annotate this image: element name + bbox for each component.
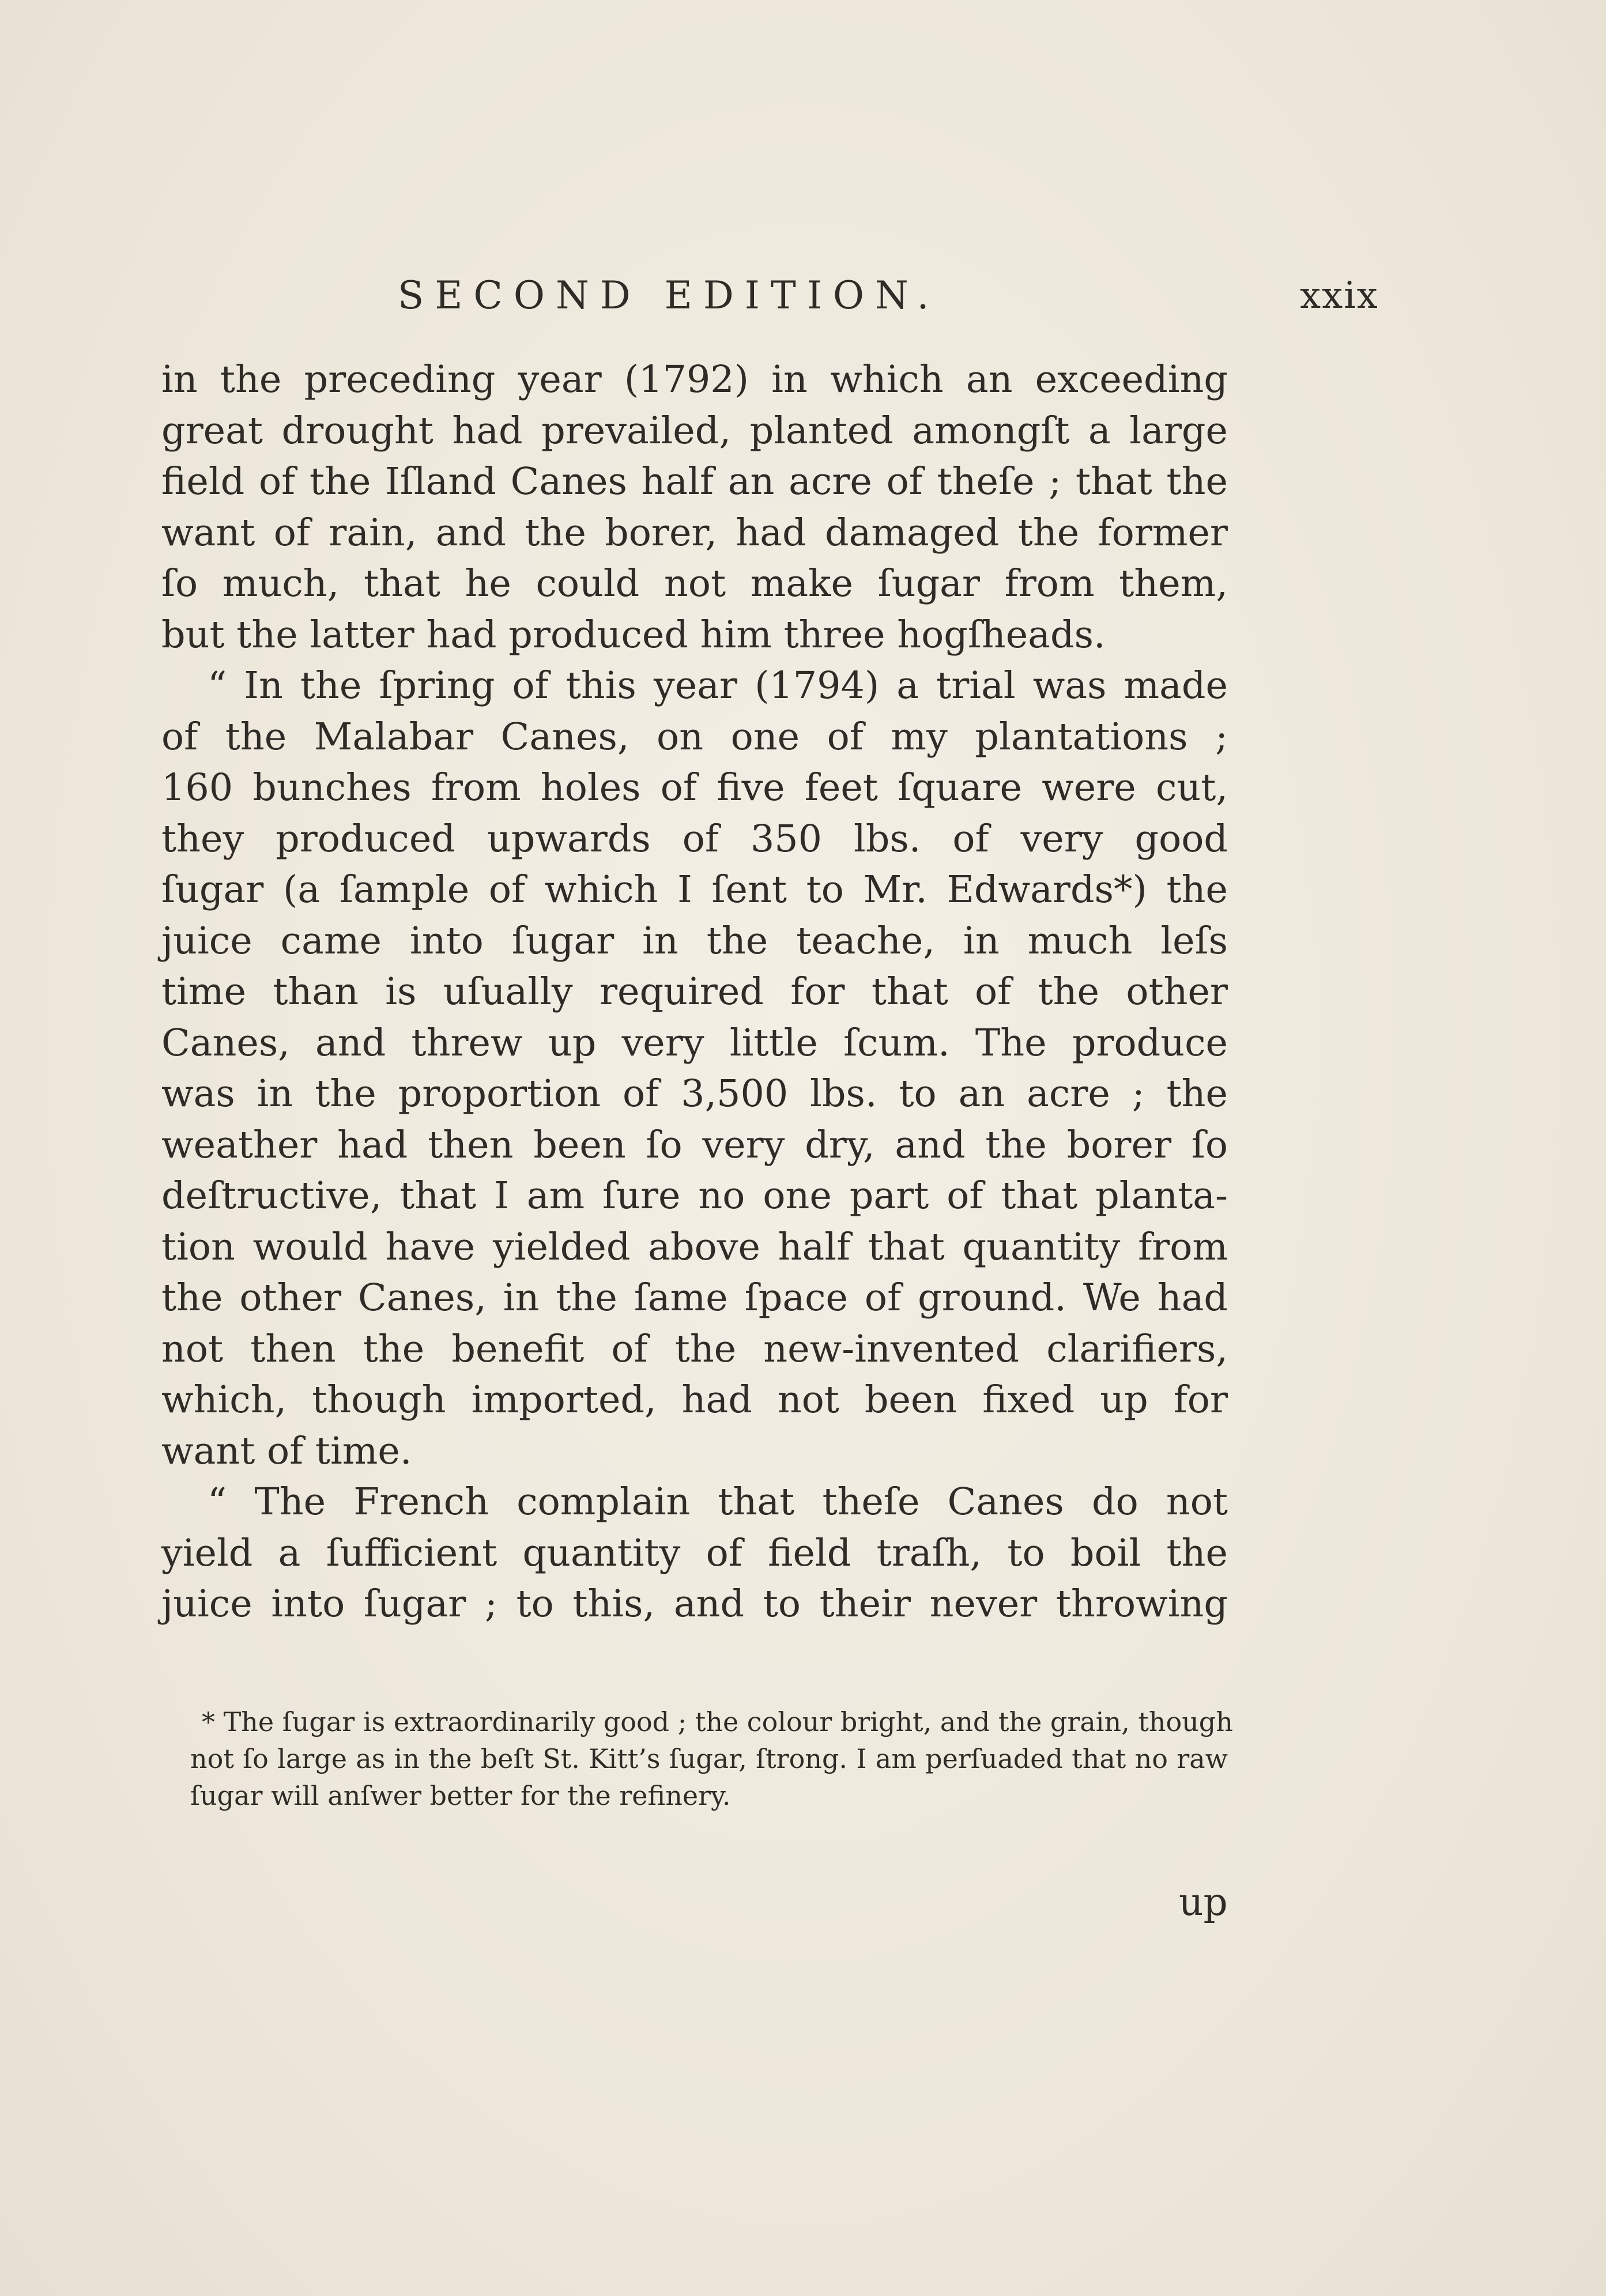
- body-line: but the latter had produced him three hogſheads.: [161, 613, 1106, 657]
- body-text: [161, 355, 1228, 1630]
- body-line: tion would have yielded above half that quantity from: [161, 1225, 1228, 1269]
- footnote-line: ſugar will anſwer better for the refinery.: [190, 1780, 731, 1811]
- footnote: [190, 1703, 1233, 1814]
- body-line: of the Malabar Canes, on one of my plantations ;: [161, 715, 1228, 759]
- running-head: [0, 270, 1606, 322]
- body-line: was in the proportion of 3,500 lbs. to an acre ; the: [161, 1072, 1228, 1115]
- body-line: time than is uſually required for that of the other: [161, 970, 1228, 1013]
- body-line: want of rain, and the borer, had damaged the former: [161, 511, 1228, 555]
- body-line: they produced upwards of 350 lbs. of very good: [161, 817, 1228, 861]
- running-title: SECOND EDITION.: [398, 273, 940, 318]
- footnote-line: * The ſugar is extraordinarily good ; the colour bright, and the grain, though: [202, 1706, 1233, 1737]
- body-line: weather had then been ſo very dry, and the borer ſo: [161, 1123, 1228, 1167]
- body-line: juice into ſugar ; to this, and to their never throwing: [161, 1582, 1228, 1626]
- body-line: the other Canes, in the ſame ſpace of ground. We had: [161, 1276, 1228, 1319]
- paragraph-start-line: “ In the ſpring of this year (1794) a trial was made: [208, 664, 1228, 707]
- footnote-line: not ſo large as in the beſt St. Kitt’s ſugar, ſtrong. I am perſuaded that no raw: [190, 1743, 1228, 1774]
- body-line: field of the Iſland Canes half an acre of theſe ; that the: [161, 460, 1228, 503]
- body-line: not then the benefit of the new-invented clarifiers,: [161, 1327, 1228, 1371]
- body-line: ſo much, that he could not make ſugar from them,: [161, 562, 1228, 605]
- paragraph-start-line: “ The French complain that theſe Canes do not: [208, 1480, 1228, 1524]
- catchword: up: [1179, 1880, 1228, 1924]
- body-line: yield a ſufficient quantity of field traſh, to boil the: [161, 1531, 1228, 1575]
- body-line: which, though imported, had not been fixed up for: [161, 1378, 1228, 1422]
- body-line: want of time.: [161, 1429, 412, 1473]
- body-line: juice came into ſugar in the teache, in much leſs: [161, 919, 1228, 963]
- page-number: xxix: [1300, 274, 1379, 317]
- body-line: deſtructive, that I am ſure no one part of that planta-: [161, 1174, 1228, 1217]
- body-line: Canes, and threw up very little ſcum. The produce: [161, 1021, 1228, 1065]
- body-line: in the preceding year (1792) in which an exceeding: [161, 358, 1228, 401]
- body-line: 160 bunches from holes of five feet ſquare were cut,: [161, 766, 1228, 809]
- body-line: great drought had prevailed, planted amongſt a large: [161, 409, 1228, 453]
- body-line: ſugar (a ſample of which I ſent to Mr. Edwards*) the: [161, 868, 1228, 911]
